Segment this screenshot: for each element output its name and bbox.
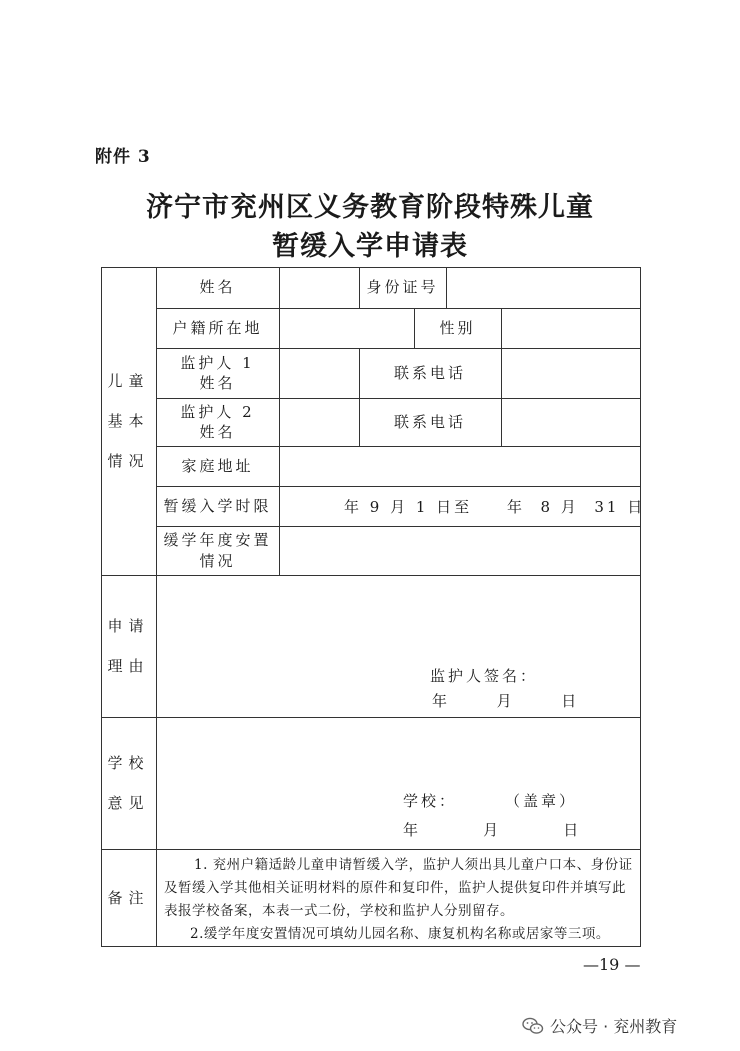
label-line: 姓名 — [199, 374, 236, 392]
section-label-basic-info — [101, 267, 156, 575]
deferral-start-text: 年 9 月 1 日至 — [344, 498, 473, 516]
section-divider — [101, 849, 641, 850]
school-label: 学校： — [403, 792, 458, 810]
label-phone-1: 联系电话 — [393, 363, 466, 382]
phone-1-field[interactable] — [501, 348, 641, 398]
section-label-line: 备注 — [107, 889, 150, 907]
label-line: 缓学年度安置 — [163, 531, 272, 550]
label-line: 姓名 — [199, 423, 236, 441]
label-phone-2: 联系电话 — [393, 412, 466, 431]
label-name: 姓名 — [199, 278, 236, 297]
label-line: 情况 — [199, 551, 236, 570]
section-label-line: 意见 — [107, 794, 150, 812]
id-number-field[interactable] — [446, 267, 641, 308]
remark-item-2: 2.缓学年度安置情况可填幼儿园名称、康复机构名称或居家等三项。 — [190, 926, 610, 942]
guardian-signature-label: 监护人签名： — [430, 667, 539, 685]
guardian-2-name-field[interactable] — [279, 398, 359, 446]
school-opinion-date: 年 月 日 — [403, 821, 582, 839]
section-label-school-opinion — [101, 717, 156, 849]
deferral-end-text: 年 8 月 31 日 — [507, 498, 646, 516]
label-guardian-1 — [156, 348, 279, 398]
wechat-icon — [522, 1017, 544, 1035]
label-deferral-period: 暂缓入学时限 — [163, 496, 272, 515]
section-label-remarks — [101, 849, 156, 947]
remarks-text — [164, 854, 634, 946]
label-line: 监护人 2 — [180, 402, 255, 421]
remark-item-1: 1. 兖州户籍适龄儿童申请暂缓入学，监护人须出具儿童户口本、身份证及暂缓入学其他相关证明材料的原件和复印件，监护人提供复印件并填写此表报学校备案，本表一式二份，学校和监护人分别留存。 — [164, 857, 633, 919]
reason-date: 年 月 日 — [432, 692, 580, 710]
label-household-registration: 户籍所在地 — [172, 318, 263, 337]
seal-label: （盖章） — [505, 792, 578, 810]
label-line: 监护人 1 — [180, 353, 255, 372]
watermark-text: 公众号 · 兖州教育 — [550, 1017, 678, 1036]
label-id-number: 身份证号 — [366, 278, 439, 297]
label-gender: 性别 — [439, 318, 476, 337]
label-home-address: 家庭地址 — [181, 456, 254, 475]
guardian-1-name-field[interactable] — [279, 348, 359, 398]
placement-field[interactable] — [279, 526, 641, 575]
form-title-line-2: 暂缓入学申请表 — [272, 231, 468, 262]
label-guardian-2 — [156, 398, 279, 446]
form-title-line-1: 济宁市兖州区义务教育阶段特殊儿童 — [146, 192, 594, 223]
section-label-line: 基本 — [107, 412, 150, 430]
household-registration-field[interactable] — [279, 308, 414, 348]
section-label-line: 儿童 — [107, 372, 150, 390]
name-field[interactable] — [279, 267, 359, 308]
gender-field[interactable] — [501, 308, 641, 348]
phone-2-field[interactable] — [501, 398, 641, 446]
section-label-line: 学校 — [107, 754, 150, 772]
page-number: —19 — — [583, 955, 641, 974]
section-label-line: 申请 — [107, 617, 150, 635]
attachment-label: 附件 3 — [95, 147, 151, 167]
watermark — [522, 1014, 677, 1037]
section-label-reason — [101, 575, 156, 717]
label-placement — [156, 526, 279, 575]
section-label-line: 理由 — [107, 657, 150, 675]
section-label-line: 情况 — [107, 452, 150, 470]
home-address-field[interactable] — [279, 446, 641, 486]
